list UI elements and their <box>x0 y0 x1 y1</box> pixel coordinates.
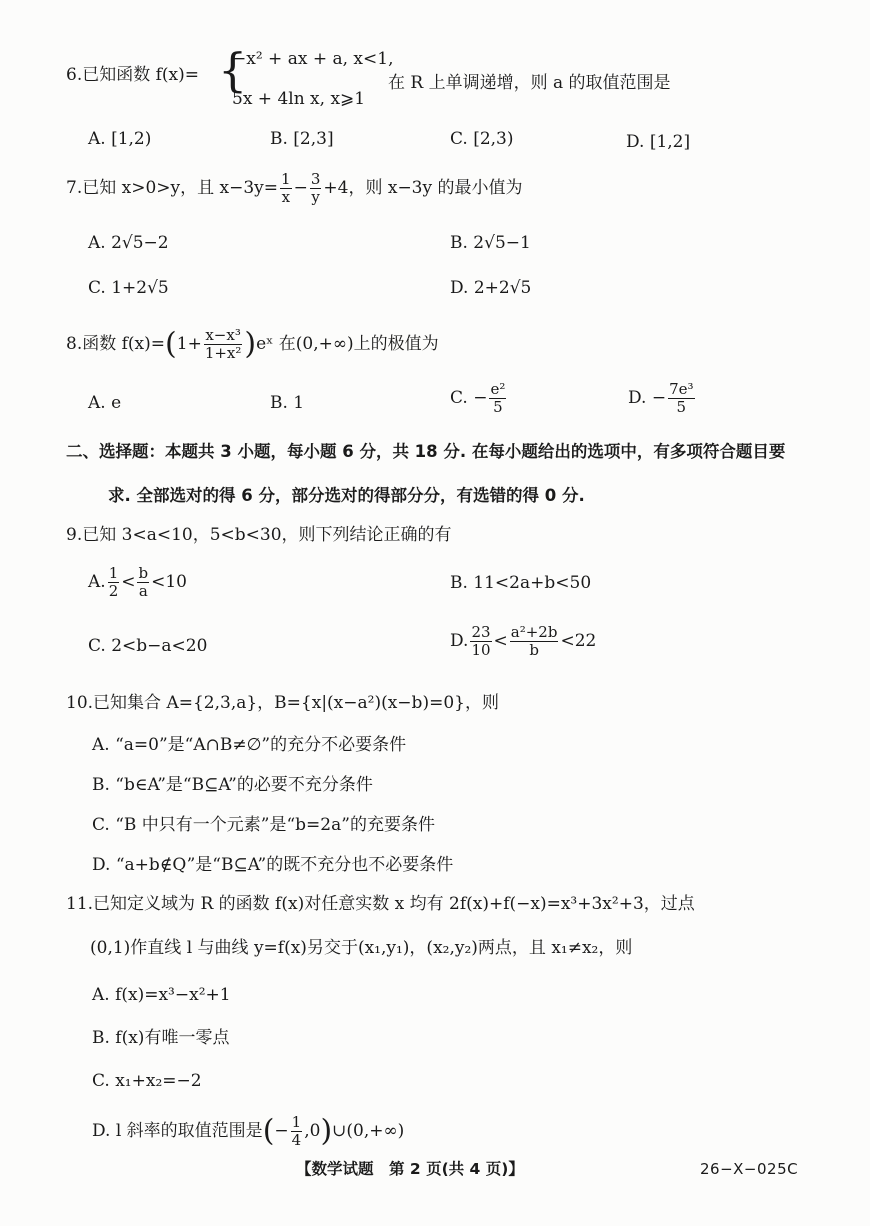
q11-option-c: C. x₁+x₂=−2 <box>92 1071 202 1091</box>
q7-lead: 已知 x>0>y，且 x−3y= <box>82 178 279 198</box>
q6-option-c: C. [2,3) <box>450 129 514 149</box>
q6-number: 6. <box>66 65 83 85</box>
q9-d-frac1 <box>470 624 491 659</box>
q11-d-lead: D. l 斜率的取值范围是 <box>92 1121 263 1141</box>
q9-a-f2-den: a <box>138 582 148 600</box>
q11-stem-line1 <box>66 893 695 915</box>
section2-instruction-line2: 求. 全部选对的得 6 分，部分选对的得部分分，有选错的得 0 分. <box>108 486 585 505</box>
q7-option-a: A. 2√5−2 <box>88 233 169 253</box>
q7-f1-den: x <box>281 188 291 206</box>
q9-d-label: D. <box>450 631 469 651</box>
q6-brace: { <box>218 43 248 97</box>
q8-option-a: A. e <box>88 393 122 413</box>
q7-option-b: B. 2√5−1 <box>450 233 531 253</box>
q8-c-den: 5 <box>489 398 506 416</box>
q11-d-neg: − <box>274 1121 289 1141</box>
q7-f2-num: 3 <box>310 170 321 188</box>
q8-d-num: 7e³ <box>669 380 694 398</box>
exam-code: 26−X−025C <box>700 1160 799 1178</box>
q9-a-label: A. <box>88 572 106 592</box>
q9-a-frac1 <box>108 565 120 600</box>
q9-stem <box>66 524 452 546</box>
q7-number: 7. <box>66 178 83 198</box>
q10-text: 已知集合 A={2,3,a}，B={x|(x−a²)(x−b)=0}，则 <box>93 693 499 713</box>
q9-a-f1-den: 2 <box>108 582 119 600</box>
q9-a-lt: < <box>121 572 136 592</box>
q9-option-d <box>450 624 596 659</box>
q11-number: 11. <box>66 894 94 914</box>
q9-a-f1-num: 1 <box>108 564 119 582</box>
q8-one-plus: 1+ <box>176 334 202 354</box>
q8-d-den: 5 <box>668 398 694 416</box>
q11-d-tail: ∪(0,+∞) <box>332 1121 405 1141</box>
q11-d-close: ) <box>320 1113 333 1149</box>
q8-exp: eˣ <box>256 334 274 354</box>
q8-option-d-fraction <box>668 381 694 416</box>
q7-fraction-2 <box>310 171 322 206</box>
q6-case2: 5x + 4ln x, x⩾1 <box>232 89 366 109</box>
q9-d-f1-den: 10 <box>471 641 491 659</box>
q8-fraction <box>204 327 243 362</box>
q6-option-d: D. [1,2] <box>626 132 691 152</box>
q6-option-a: A. [1,2) <box>88 129 152 149</box>
q8-number: 8. <box>66 334 83 354</box>
q7-minus: − <box>293 178 308 198</box>
page-footer: 【数学试题 第 2 页(共 4 页)】 <box>296 1160 524 1178</box>
q8-option-c-label: C. − <box>450 388 488 408</box>
q11-stem-line2: (0,1)作直线 l 与曲线 y=f(x)另交于(x₁,y₁)，(x₂,y₂)两点，且 x₁≠x₂，则 <box>90 938 633 958</box>
q6-text: 已知函数 f(x)= <box>82 65 200 85</box>
q8-option-b: B. 1 <box>270 393 305 413</box>
q11-d-frac <box>291 1114 303 1149</box>
q8-option-c-fraction <box>489 381 506 416</box>
q8-paren-open: ( <box>165 326 177 362</box>
q10-stem <box>66 692 499 714</box>
q7-option-d: D. 2+2√5 <box>450 278 532 298</box>
q11-d-den: 4 <box>291 1131 302 1149</box>
q8-stem <box>66 327 439 362</box>
q11-d-rest: ,0 <box>304 1121 321 1141</box>
q10-option-a: A. “a=0”是“A∩B≠∅”的充分不必要条件 <box>92 735 407 755</box>
q11-text-1: 已知定义域为 R 的函数 f(x)对任意实数 x 均有 2f(x)+f(−x)=x³+3x²+3，过点 <box>93 894 695 914</box>
q11-option-d <box>92 1114 404 1149</box>
q9-a-tail: <10 <box>151 572 187 592</box>
q6-case1: −x² + ax + a, x<1, <box>232 49 394 69</box>
q6-tail: 在 R 上单调递增，则 a 的取值范围是 <box>388 73 671 93</box>
q11-option-a: A. f(x)=x³−x²+1 <box>92 985 231 1005</box>
q10-option-c: C. “B 中只有一个元素”是“b=2a”的充要条件 <box>92 815 435 835</box>
q7-option-c: C. 1+2√5 <box>88 278 169 298</box>
q6-option-b: B. [2,3] <box>270 129 334 149</box>
q11-option-b: B. f(x)有唯一零点 <box>92 1028 230 1048</box>
q8-tail: 在(0,+∞)上的极值为 <box>278 334 439 354</box>
q8-frac-num: x−x³ <box>205 326 241 344</box>
section2-instruction-line1: 二、选择题：本题共 3 小题，每小题 6 分，共 18 分. 在每小题给出的选项中，有多项符合题目要 <box>66 442 786 461</box>
q9-d-frac2 <box>510 624 559 659</box>
q9-a-f2-num: b <box>138 564 149 582</box>
q9-d-f2-den: b <box>510 641 559 659</box>
q9-option-a <box>88 565 187 600</box>
q9-d-f1-num: 23 <box>471 623 491 641</box>
q9-d-tail: <22 <box>560 631 597 651</box>
q10-option-b: B. “b∈A”是“B⊆A”的必要不充分条件 <box>92 775 373 795</box>
q7-fraction-1 <box>280 171 292 206</box>
q7-f2-den: y <box>311 188 320 206</box>
q7-stem <box>66 171 523 206</box>
q9-text: 已知 3<a<10，5<b<30，则下列结论正确的有 <box>82 525 452 545</box>
q7-f1-num: 1 <box>281 170 291 188</box>
q9-d-f2-num: a²+2b <box>510 623 558 641</box>
q11-d-num: 1 <box>291 1113 302 1131</box>
q11-d-open: ( <box>262 1113 275 1149</box>
q8-frac-den: 1+x² <box>204 344 242 362</box>
q8-paren-close: ) <box>244 326 257 362</box>
q6-lead <box>66 64 199 86</box>
q8-lead: 函数 f(x)= <box>82 334 166 354</box>
q8-option-c <box>450 381 508 416</box>
q9-option-b: B. 11<2a+b<50 <box>450 573 592 593</box>
q9-number: 9. <box>66 525 83 545</box>
q8-c-num: e² <box>490 380 506 398</box>
q10-option-d: D. “a+b∉Q”是“B⊆A”的既不充分也不必要条件 <box>92 855 454 875</box>
q8-option-d-label: D. − <box>628 388 667 408</box>
q7-tail: +4，则 x−3y 的最小值为 <box>323 178 523 198</box>
q8-option-d <box>628 381 697 416</box>
q9-d-lt: < <box>493 631 508 651</box>
q9-a-frac2 <box>137 565 149 600</box>
q9-option-c: C. 2<b−a<20 <box>88 636 208 656</box>
q10-number: 10. <box>66 693 94 713</box>
